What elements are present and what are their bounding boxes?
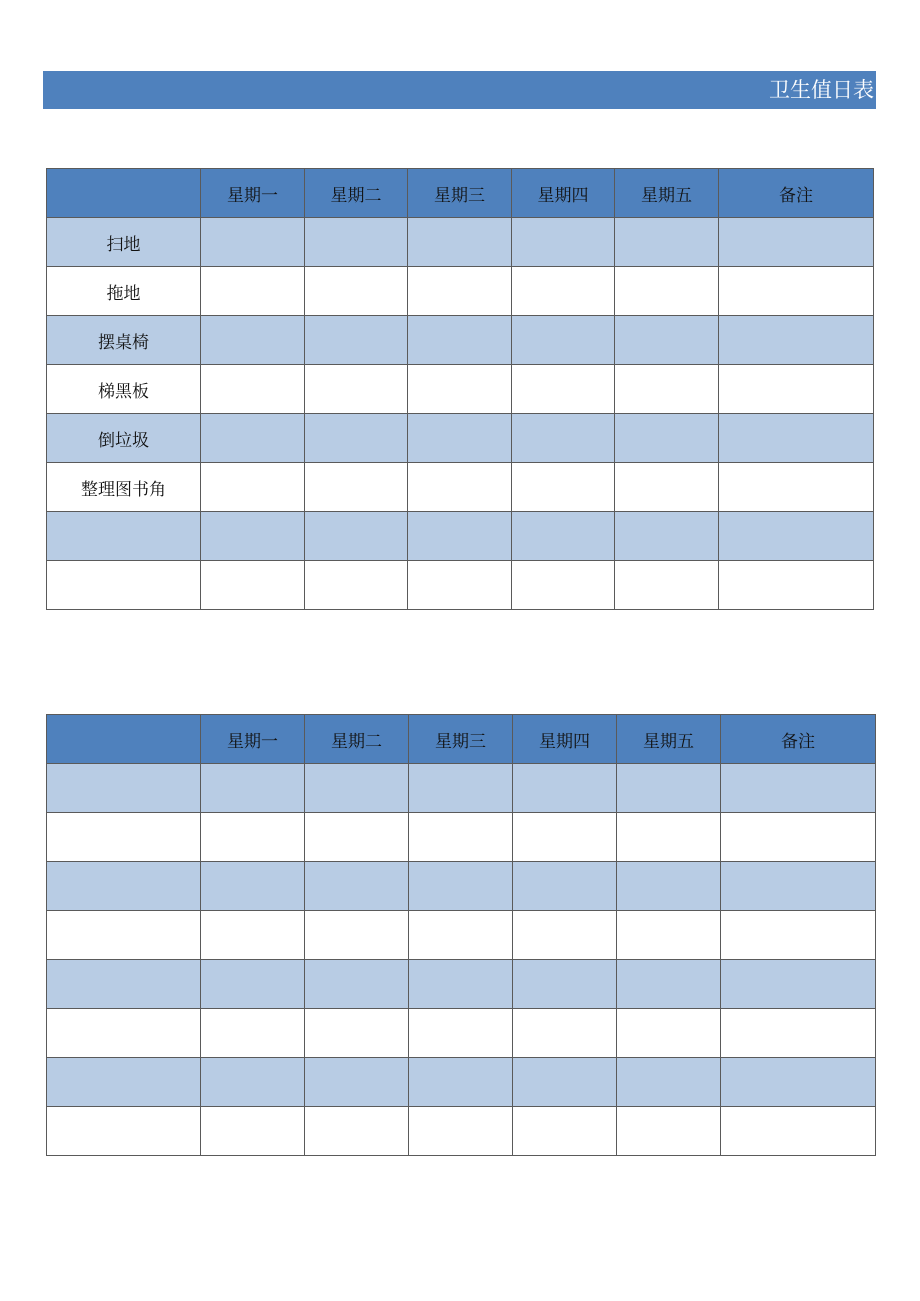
page-title: 卫生值日表 — [769, 77, 874, 102]
table-row — [47, 463, 874, 512]
duty-cell-notes — [719, 218, 874, 267]
duty-cell-notes — [719, 267, 874, 316]
duty-cell-friday — [617, 960, 721, 1009]
duty-cell-thursday — [513, 911, 617, 960]
table-row — [47, 1009, 876, 1058]
duty-cell-monday — [201, 1009, 305, 1058]
duty-cell-tuesday — [305, 218, 408, 267]
duty-cell-monday — [201, 512, 305, 561]
header-cell-task — [47, 715, 201, 764]
header-cell-monday: 星期一 — [201, 715, 305, 764]
duty-table-1 — [46, 168, 874, 610]
duty-cell-wednesday — [409, 1009, 513, 1058]
task-name-cell — [47, 512, 201, 561]
table-body — [47, 218, 874, 610]
duty-cell-thursday — [512, 218, 615, 267]
duty-cell-tuesday — [305, 267, 408, 316]
duty-cell-thursday — [512, 561, 615, 610]
header-cell-tuesday: 星期二 — [305, 169, 408, 218]
duty-cell-friday — [615, 218, 719, 267]
task-name-cell — [47, 1107, 201, 1156]
header-cell-friday: 星期五 — [615, 169, 719, 218]
duty-cell-thursday — [512, 414, 615, 463]
duty-cell-friday — [617, 1107, 721, 1156]
duty-cell-monday — [201, 316, 305, 365]
duty-cell-thursday — [513, 862, 617, 911]
duty-cell-tuesday — [305, 960, 409, 1009]
duty-cell-wednesday — [409, 764, 513, 813]
task-name-cell: 拖地 — [47, 267, 201, 316]
task-name-cell — [47, 911, 201, 960]
header-cell-thursday: 星期四 — [513, 715, 617, 764]
duty-cell-tuesday — [305, 813, 409, 862]
header-cell-wednesday: 星期三 — [409, 715, 513, 764]
table-body — [47, 764, 876, 1156]
header-cell-wednesday: 星期三 — [408, 169, 512, 218]
task-name-cell — [47, 813, 201, 862]
duty-cell-thursday — [513, 1107, 617, 1156]
task-name-cell — [47, 862, 201, 911]
header-cell-friday: 星期五 — [617, 715, 721, 764]
duty-cell-friday — [617, 764, 721, 813]
table-row — [47, 1107, 876, 1156]
duty-cell-thursday — [513, 960, 617, 1009]
task-name-cell — [47, 1009, 201, 1058]
table-row — [47, 862, 876, 911]
duty-cell-wednesday — [409, 1107, 513, 1156]
duty-cell-monday — [201, 764, 305, 813]
duty-cell-notes — [719, 316, 874, 365]
duty-cell-tuesday — [305, 1058, 409, 1107]
duty-cell-wednesday — [409, 911, 513, 960]
duty-cell-monday — [201, 365, 305, 414]
header-cell-monday: 星期一 — [201, 169, 305, 218]
table-row — [47, 561, 874, 610]
task-name-cell: 梯黑板 — [47, 365, 201, 414]
duty-cell-tuesday — [305, 463, 408, 512]
duty-cell-friday — [615, 463, 719, 512]
duty-cell-monday — [201, 267, 305, 316]
header-cell-notes: 备注 — [721, 715, 876, 764]
duty-cell-wednesday — [408, 561, 512, 610]
duty-cell-monday — [201, 463, 305, 512]
task-name-cell — [47, 561, 201, 610]
duty-cell-friday — [617, 911, 721, 960]
table-header-row — [47, 715, 876, 764]
duty-cell-monday — [201, 561, 305, 610]
duty-cell-wednesday — [408, 365, 512, 414]
header-cell-task — [47, 169, 201, 218]
duty-cell-monday — [201, 218, 305, 267]
title-banner — [43, 71, 876, 109]
duty-cell-wednesday — [408, 512, 512, 561]
duty-cell-notes — [721, 1009, 876, 1058]
task-name-cell — [47, 960, 201, 1009]
duty-cell-wednesday — [409, 960, 513, 1009]
duty-cell-wednesday — [408, 316, 512, 365]
table-header-row — [47, 169, 874, 218]
duty-cell-monday — [201, 911, 305, 960]
duty-cell-friday — [617, 1058, 721, 1107]
header-cell-notes: 备注 — [719, 169, 874, 218]
duty-cell-tuesday — [305, 414, 408, 463]
duty-cell-notes — [721, 1058, 876, 1107]
duty-cell-friday — [615, 561, 719, 610]
table-row — [47, 764, 876, 813]
duty-cell-friday — [617, 813, 721, 862]
duty-cell-notes — [719, 365, 874, 414]
duty-cell-notes — [721, 862, 876, 911]
table-row — [47, 512, 874, 561]
duty-cell-notes — [721, 960, 876, 1009]
duty-cell-notes — [721, 764, 876, 813]
table-row — [47, 316, 874, 365]
duty-cell-notes — [719, 463, 874, 512]
duty-cell-notes — [719, 414, 874, 463]
duty-cell-thursday — [513, 1058, 617, 1107]
duty-cell-notes — [721, 813, 876, 862]
task-name-cell: 倒垃圾 — [47, 414, 201, 463]
duty-cell-wednesday — [408, 218, 512, 267]
header-cell-thursday: 星期四 — [512, 169, 615, 218]
duty-cell-wednesday — [408, 463, 512, 512]
duty-cell-notes — [719, 561, 874, 610]
task-name-cell: 扫地 — [47, 218, 201, 267]
table-row — [47, 218, 874, 267]
duty-cell-thursday — [513, 764, 617, 813]
duty-cell-tuesday — [305, 316, 408, 365]
duty-cell-tuesday — [305, 862, 409, 911]
task-name-cell — [47, 764, 201, 813]
duty-cell-friday — [615, 512, 719, 561]
duty-cell-wednesday — [409, 1058, 513, 1107]
duty-cell-tuesday — [305, 1009, 409, 1058]
table-row — [47, 365, 874, 414]
table-row — [47, 1058, 876, 1107]
duty-cell-monday — [201, 862, 305, 911]
table-row — [47, 813, 876, 862]
duty-cell-monday — [201, 1107, 305, 1156]
duty-cell-wednesday — [408, 267, 512, 316]
duty-cell-tuesday — [305, 764, 409, 813]
duty-cell-thursday — [513, 813, 617, 862]
duty-cell-friday — [617, 862, 721, 911]
header-cell-tuesday: 星期二 — [305, 715, 409, 764]
duty-cell-wednesday — [409, 813, 513, 862]
table-row — [47, 267, 874, 316]
duty-cell-monday — [201, 414, 305, 463]
duty-cell-friday — [615, 414, 719, 463]
table-row — [47, 960, 876, 1009]
duty-cell-notes — [719, 512, 874, 561]
duty-table-2 — [46, 714, 876, 1156]
task-name-cell: 整理图书角 — [47, 463, 201, 512]
duty-cell-wednesday — [409, 862, 513, 911]
duty-cell-notes — [721, 1107, 876, 1156]
duty-cell-monday — [201, 960, 305, 1009]
task-name-cell — [47, 1058, 201, 1107]
duty-cell-tuesday — [305, 365, 408, 414]
table-row — [47, 911, 876, 960]
duty-cell-thursday — [513, 1009, 617, 1058]
duty-cell-friday — [615, 316, 719, 365]
duty-cell-thursday — [512, 463, 615, 512]
duty-cell-friday — [615, 267, 719, 316]
duty-cell-thursday — [512, 316, 615, 365]
duty-cell-thursday — [512, 512, 615, 561]
duty-cell-friday — [615, 365, 719, 414]
table-row — [47, 414, 874, 463]
duty-cell-thursday — [512, 365, 615, 414]
duty-cell-notes — [721, 911, 876, 960]
duty-cell-thursday — [512, 267, 615, 316]
duty-cell-friday — [617, 1009, 721, 1058]
duty-cell-tuesday — [305, 561, 408, 610]
duty-cell-monday — [201, 1058, 305, 1107]
duty-cell-monday — [201, 813, 305, 862]
task-name-cell: 摆桌椅 — [47, 316, 201, 365]
duty-cell-tuesday — [305, 911, 409, 960]
duty-cell-tuesday — [305, 512, 408, 561]
duty-cell-wednesday — [408, 414, 512, 463]
duty-cell-tuesday — [305, 1107, 409, 1156]
